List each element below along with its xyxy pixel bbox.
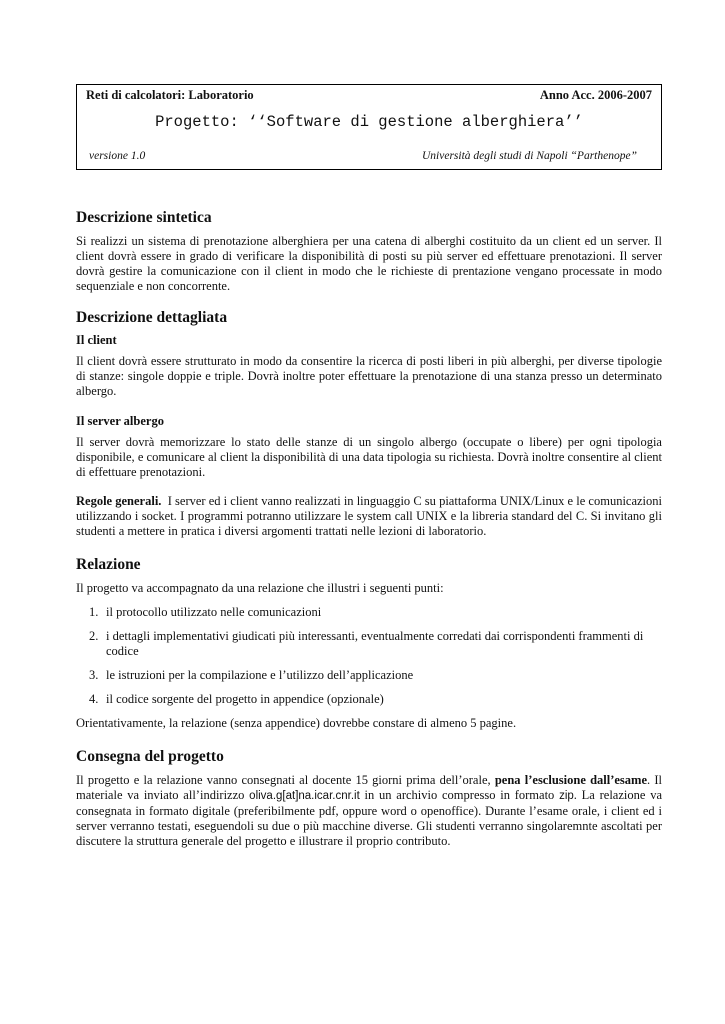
consegna-penalty: pena l’esclusione dall’esame	[494, 773, 648, 787]
list-item-text: il codice sorgente del progetto in appendice (opzionale)	[106, 692, 384, 706]
relazione-intro: Il progetto va accompagnato da una relazione che illustri i seguenti punti:	[76, 581, 444, 595]
relazione-list	[76, 605, 662, 707]
list-item-text: le istruzioni per la compilazione e l’utilizzo dell’applicazione	[106, 668, 414, 682]
version-label: versione 1.0	[89, 150, 146, 162]
consegna-text-1: Il progetto e la relazione vanno consegnati al docente 15 giorni prima dell’orale,	[76, 773, 495, 787]
list-item	[76, 605, 662, 620]
document-page	[76, 84, 662, 849]
consegna-text-4: . La relazione va consegnata in formato digitale (preferibilmente pdf, oppure word o openoffice). Durante l’esame orale, i client ed i server verranno testati, eseguendoli su due o più macchine diverse. Gli studenti verranno singolaremnte ascoltati per discutere la struttura generale del progetto e illustrare il proprio contributo.	[76, 788, 662, 848]
client-paragraph: Il client dovrà essere strutturato in modo da consentire la ricerca di posti liberi in più alberghi, per diverse tipologie di stanze: singole doppie e triple. Dovrà inoltre poter effettuare la prenotazione di una stanza presso un determinato albergo.	[76, 354, 662, 398]
section-heading-dettagliata: Descrizione dettagliata	[76, 309, 228, 326]
list-item-text: i dettagli implementativi giudicati più interessanti, eventualmente corredati dai corrispondenti frammenti di codice	[106, 629, 644, 658]
list-item-number: 2.	[89, 629, 99, 643]
section-heading-consegna: Consegna del progetto	[76, 748, 224, 765]
list-item-number: 4.	[89, 692, 99, 706]
rules-label: Regole generali.	[76, 494, 162, 508]
academic-year: Anno Acc. 2006-2007	[539, 88, 652, 102]
subsection-heading-server: Il server albergo	[76, 414, 164, 428]
consegna-text-2: . Il materiale va inviato all’indirizzo	[76, 773, 662, 802]
list-item-number: 3.	[89, 668, 99, 682]
course-name: Reti di calcolatori: Laboratorio	[86, 88, 254, 102]
list-item	[76, 692, 662, 707]
subsection-heading-client: Il client	[76, 333, 117, 347]
relazione-outro: Orientativamente, la relazione (senza appendice) dovrebbe constare di almeno 5 pagine.	[76, 716, 517, 730]
sintetica-paragraph: Si realizzi un sistema di prenotazione alberghiera per una catena di alberghi costituito da un client ed un server. Il client dovrà essere in grado di verificare la disponibilità di posti su più server ed effettuare prenotazioni. Il server dovrà gestire la comunicazione con il client in modo che le richieste di prentazione vengano processate in modo sequenziale e non concorrente.	[76, 234, 662, 293]
list-item-text: il protocollo utilizzato nelle comunicazioni	[106, 605, 322, 619]
header-box	[76, 84, 662, 170]
rules-text: I server ed i client vanno realizzati in linguaggio C su piattaforma UNIX/Linux e le comunicazioni utilizzando i socket. I programmi potranno utilizzare le system call UNIX e la libreria standard del C. Si invitano gli studenti a mettere in pratica i diversi argomenti trattati nelle lezioni di laboratorio.	[76, 494, 663, 538]
contact-email: oliva.g[at]na.icar.cnr.it	[249, 790, 360, 802]
archive-format: zip	[559, 790, 574, 802]
rules-paragraph	[76, 494, 662, 539]
project-title: Progetto: ‘‘Software di gestione alberghiera’’	[155, 113, 583, 131]
consegna-paragraph	[76, 773, 662, 849]
section-heading-sintetica: Descrizione sintetica	[76, 209, 212, 226]
list-item-number: 1.	[89, 605, 99, 619]
university-name: Università degli studi di Napoli “Parthenope”	[422, 150, 637, 162]
section-heading-relazione: Relazione	[76, 556, 141, 573]
consegna-text-3: in un archivio compresso in formato	[359, 788, 560, 802]
list-item	[76, 629, 662, 659]
server-paragraph: Il server dovrà memorizzare lo stato delle stanze di un singolo albergo (occupate o libere) per ogni tipologia disponibile, e comunicare al client la disponibilità di una data tipologia su richiesta. Dovrà inoltre consentire al client di effettuare prenotazioni.	[76, 435, 662, 479]
list-item	[76, 668, 662, 683]
